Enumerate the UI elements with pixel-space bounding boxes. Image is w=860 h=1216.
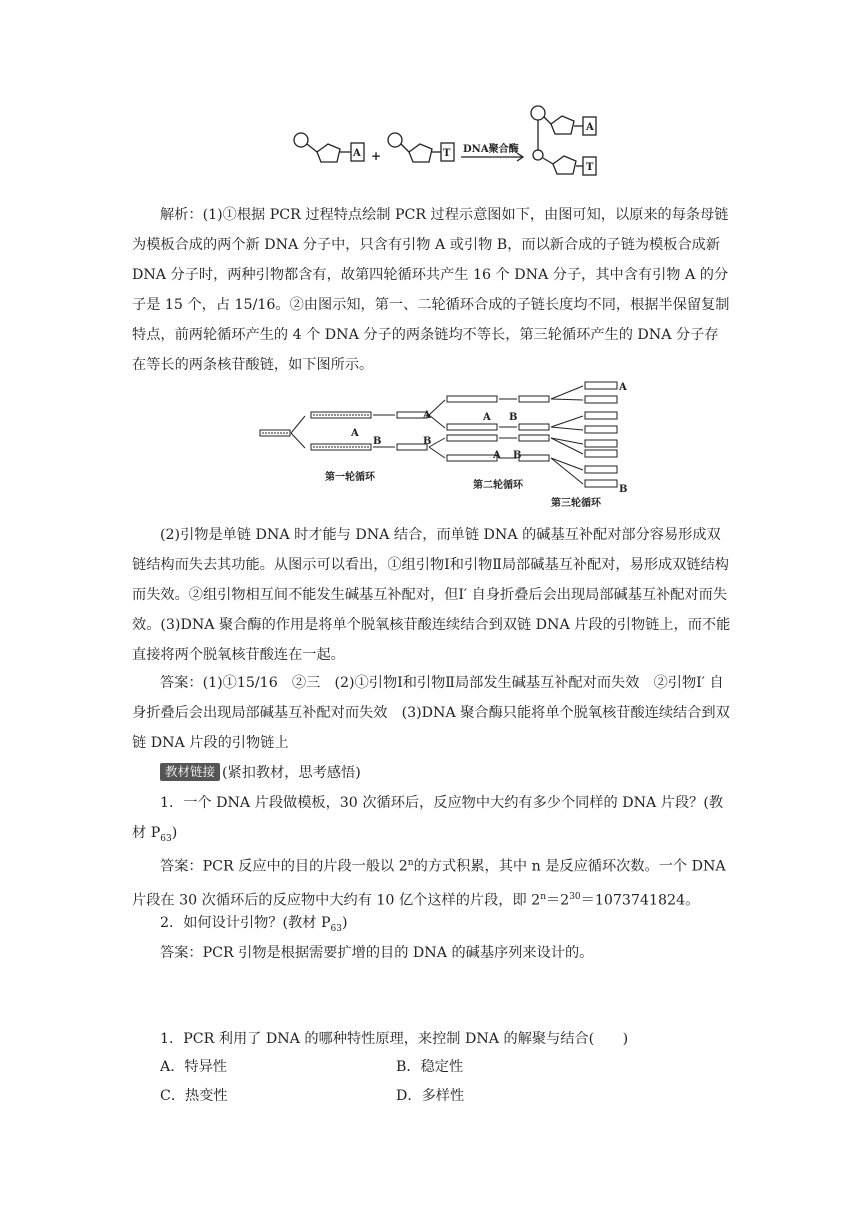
- primer-label-b: B: [373, 436, 382, 447]
- option-a[interactable]: A．特异性: [160, 1059, 227, 1075]
- textbook-link-header: [160, 758, 732, 788]
- option-c[interactable]: C．热变性: [160, 1088, 228, 1104]
- primer-label-b: B: [619, 484, 628, 495]
- product-base-a: A: [586, 122, 594, 133]
- primer-label-b: B: [423, 436, 432, 447]
- primer-label-a: A: [483, 412, 491, 423]
- cycle3-label: 第三轮循环: [551, 498, 601, 509]
- textbook-link-note: (紧扣教材，思考感悟): [222, 765, 361, 781]
- textbook-question-1: 1．一个 DNA 片段做模板，30 次循环后，反应物中大约有多少个同样的 DNA 片段？(教材 $P_{63}$): [132, 795, 724, 844]
- cycle1-label: 第一轮循环: [325, 472, 375, 483]
- product-base-t: T: [586, 162, 594, 173]
- analysis-paragraph-1: 解析：(1)①根据 PCR 过程特点绘制 PCR 过程示意图如下，由图可知，以原来的每条母链为模板合成的两个新 DNA 分子中，只含有引物 A 或引物 B，而以新合成的子链为模板合成新 DNA 分子时，两种引物都含有，故第四轮循环共产生 16 个 DNA 分子，其中含有引物 A 的分子是 15 个，占 15/16。②由图示知，第一、二轮循环合成的子链长度均不同，根据半保留复制特点，前两轮循环产生的 4 个 DNA 分子的两条链均不等长，第三轮循环产生的 DNA 分子存在等长的两条核苷酸链，如下图所示。: [132, 207, 730, 373]
- primer-label-b: B: [513, 450, 522, 461]
- quiz-question-1: 1．PCR 利用了 DNA 的哪种特性原理，来控制 DNA 的解聚与结合( ): [160, 1031, 629, 1047]
- textbook-answer-1: 答案：PCR 反应中的目的片段一般以 2$^n$的方式积累，其中 n 是反应循环次数。一个 DNA 片段在 30 次循环后的反应物中大约有 10 亿个这样的片段，即 $2^n=2^{30}=1073741824$。: [132, 858, 726, 909]
- analysis-paragraph-2: (2)引物是单链 DNA 时才能与 DNA 结合，而单链 DNA 的碱基互补配对部分容易形成双链结构而失去其功能。从图示可以看出，①组引物Ⅰ和引物Ⅱ局部碱基互补配对，易形成双链结构而失效。②组引物相互间不能发生碱基互补配对，但Ⅰ′ 自身折叠后会出现局部碱基互补配对而失效。(3)DNA 聚合酶的作用是将单个脱氧核苷酸连续结合到双链 DNA 片段的引物链上，而不能直接将两个脱氧核苷酸连在一起。: [132, 527, 731, 663]
- nucleotide-reaction-figure: [285, 100, 615, 190]
- option-d[interactable]: D．多样性: [396, 1088, 465, 1104]
- pcr-cycles-figure: [255, 378, 640, 510]
- primer-label-b: B: [509, 412, 518, 423]
- primer-label-a: A: [619, 382, 627, 393]
- plus-sign: +: [371, 149, 382, 163]
- textbook-answer-2: 答案：PCR 引物是根据需要扩增的目的 DNA 的碱基序列来设计的。: [160, 945, 594, 961]
- base-label-t: T: [443, 148, 451, 159]
- primer-label-a: A: [351, 428, 359, 439]
- cycle2-label: 第二轮循环: [473, 480, 523, 491]
- enzyme-label: DNA聚合酶: [463, 144, 519, 155]
- answer-paragraph: 答案：(1)①15/16 ②三 (2)①引物Ⅰ和引物Ⅱ局部发生碱基互补配对而失效 ②引物Ⅰ′ 自身折叠后会出现局部碱基互补配对而失效 (3)DNA 聚合酶只能将单个脱氧核苷酸连续结合到双链 DNA 片段的引物链上: [132, 675, 730, 751]
- textbook-question-2: 2．如何设计引物？(教材 $P_{63}$): [160, 915, 348, 934]
- primer-label-a: A: [423, 410, 431, 421]
- primer-label-a: A: [493, 450, 501, 461]
- base-label-a: A: [353, 148, 361, 159]
- textbook-link-tag: 教材链接: [160, 763, 220, 781]
- option-b[interactable]: B．稳定性: [396, 1059, 464, 1075]
